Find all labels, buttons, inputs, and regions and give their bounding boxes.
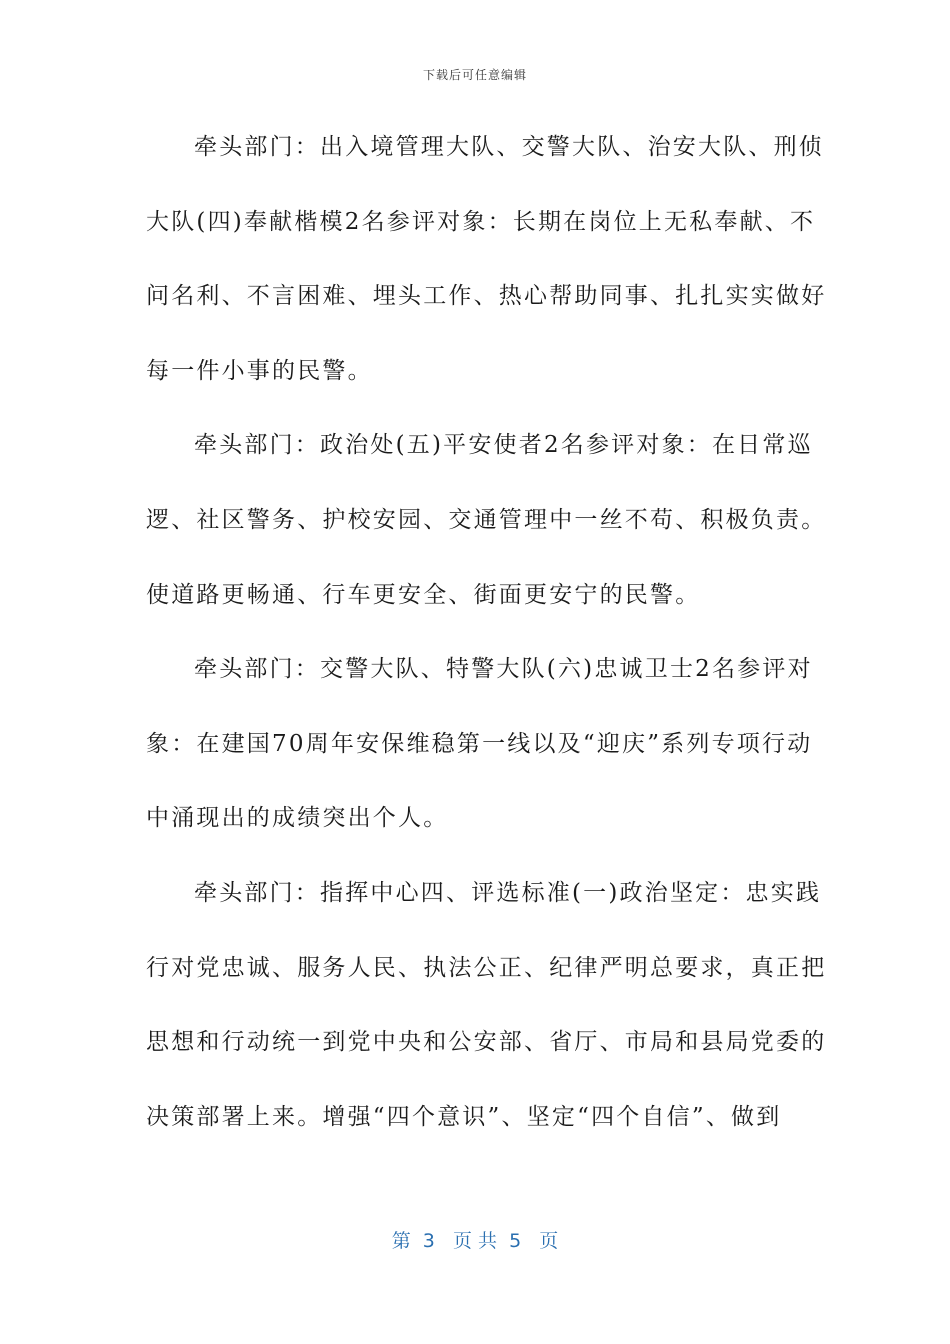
paragraph-line: 问名利、不言困难、埋头工作、热心帮助同事、扎扎实实做好: [146, 283, 827, 310]
page-header: 下载后可任意编辑: [422, 68, 527, 82]
paragraph-line: 大队(四)奉献楷模2名参评对象：长期在岗位上无私奉献、不: [146, 208, 816, 235]
paragraph-line: 思想和行动统一到党中央和公安部、省厅、市局和县局党委的: [146, 1029, 827, 1056]
paragraph-line: 行对党忠诚、服务人民、执法公正、纪律严明总要求，真正把: [146, 954, 827, 981]
paragraph-line: 牵头部门：交警大队、特警大队(六)忠诚卫士2名参评对: [194, 656, 813, 683]
paragraph-line: 牵头部门：政治处(五)平安使者2名参评对象：在日常巡: [194, 432, 813, 459]
paragraph-line: 每一件小事的民警。: [146, 357, 373, 384]
paragraph-line: 使道路更畅通、行车更安全、街面更安宁的民警。: [146, 581, 701, 608]
paragraph-line: 牵头部门：指挥中心四、评选标准(一)政治坚定：忠实践: [194, 879, 822, 906]
page-number-footer: 第 3 页 共 5 页: [391, 1230, 559, 1252]
paragraph-line: 中涌现出的成绩突出个人。: [146, 805, 449, 832]
paragraph-line: 决策部署上来。增强“四个意识”、坚定“四个自信”、做到: [146, 1103, 782, 1130]
paragraph-line: 象：在建国70周年安保维稳第一线以及“迎庆”系列专项行动: [146, 730, 813, 757]
document-body: [146, 118, 827, 1162]
paragraph-line: 牵头部门：出入境管理大队、交警大队、治安大队、刑侦: [194, 134, 824, 160]
paragraph-line: 逻、社区警务、护校安园、交通管理中一丝不苟、积极负责。: [146, 506, 827, 533]
